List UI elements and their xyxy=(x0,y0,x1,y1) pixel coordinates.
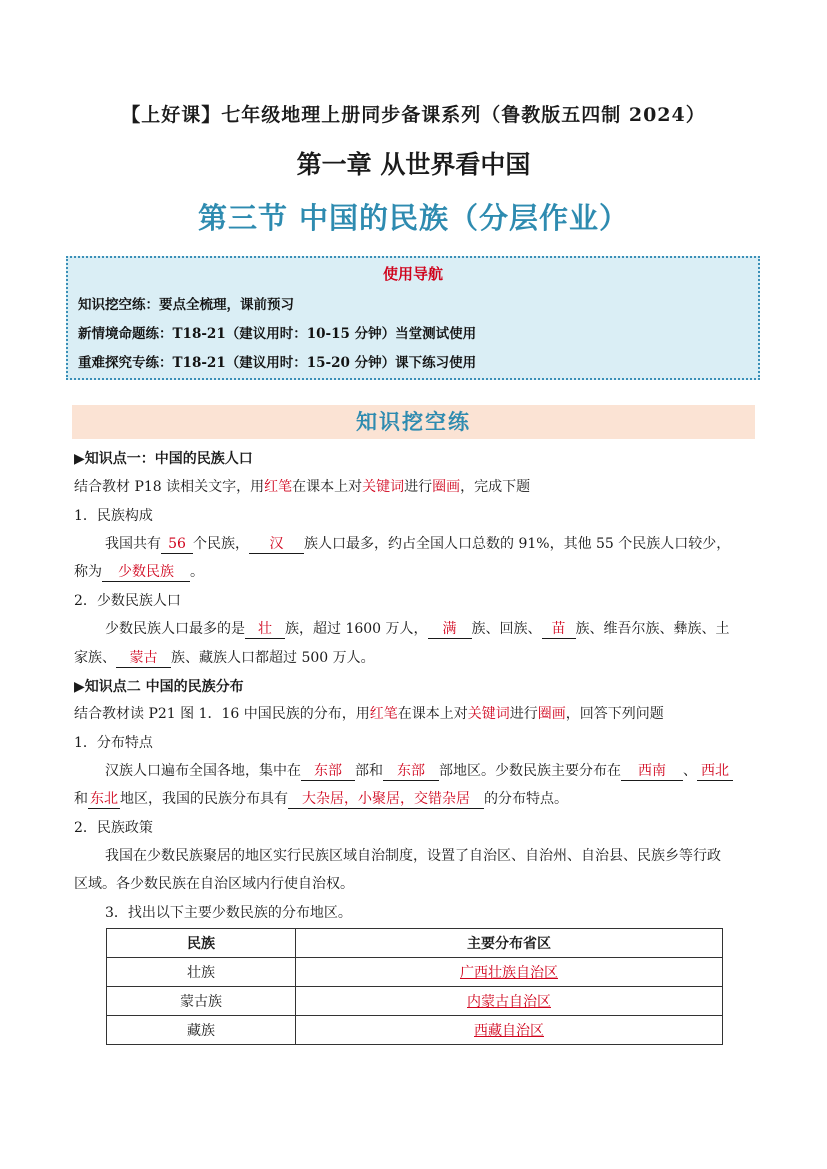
answer-blank: 56 xyxy=(161,536,193,554)
kp1-s2-para1 xyxy=(105,618,730,639)
text: 族、藏族人口都超过 500 万人。 xyxy=(171,650,375,666)
text: 个民族， xyxy=(193,536,249,552)
text: 族、回族、 xyxy=(471,621,542,637)
kp1-red-pen: 红笔 xyxy=(264,479,293,495)
series-title: 【上好课】七年级地理上册同步备课系列（鲁教版五四制 2024） xyxy=(121,104,706,126)
kp2-s1-para1 xyxy=(105,760,733,781)
kp1-intro-text: ，完成下题 xyxy=(460,479,531,495)
kp2-s1-para2 xyxy=(74,788,568,809)
answer-blank: 东部 xyxy=(383,763,439,781)
answer-blank: 西南 xyxy=(621,763,683,781)
knowledge-fill-banner: 知识挖空练 xyxy=(72,405,755,439)
table-cell-ethnic: 藏族 xyxy=(107,1016,296,1045)
kp1-s1-title: 1．民族构成 xyxy=(74,508,153,524)
kp2-s2-title: 2．民族政策 xyxy=(74,820,153,836)
answer-blank: 西北 xyxy=(697,763,733,781)
kp2-title: ▶知识点二 中国的民族分布 xyxy=(74,679,244,695)
guide-line-2: 新情境命题练：T18-21（建议用时：10-15 分钟）当堂测试使用 xyxy=(78,326,477,342)
table-cell-ethnic: 蒙古族 xyxy=(107,987,296,1016)
guide-line-3: 重难探究专练：T18-21（建议用时：15-20 分钟）课下练习使用 xyxy=(78,355,477,371)
table-cell-region xyxy=(296,987,723,1016)
kp2-keyword: 关键词 xyxy=(467,706,510,722)
text: 称为 xyxy=(74,564,102,580)
ethnic-distribution-table xyxy=(106,928,723,1045)
table-cell-region xyxy=(296,958,723,987)
kp2-intro-text: 进行 xyxy=(509,706,538,722)
kp1-s1-para2 xyxy=(74,561,204,582)
kp1-s2-para2 xyxy=(74,647,375,668)
kp2-intro xyxy=(74,703,664,723)
kp1-circle: 圈画 xyxy=(432,479,461,495)
kp2-red-pen: 红笔 xyxy=(369,706,398,722)
kp2-s1-title: 1．分布特点 xyxy=(74,735,153,751)
text: 族、维吾尔族、彝族、土 xyxy=(575,621,730,637)
text: 汉族人口遍布全国各地，集中在 xyxy=(105,763,301,779)
region-answer: 广西壮族自治区 xyxy=(460,965,558,981)
kp2-intro-text: ，回答下列问题 xyxy=(565,706,664,722)
answer-blank: 少数民族 xyxy=(102,564,190,582)
region-answer: 内蒙古自治区 xyxy=(467,994,551,1010)
kp2-s2-para1: 我国在少数民族聚居的地区实行民族区域自治制度，设置了自治区、自治州、自治县、民族乡等行政 xyxy=(105,848,721,864)
text: 、 xyxy=(683,763,697,779)
kp2-intro-text: 在课本上对 xyxy=(397,706,468,722)
answer-blank: 满 xyxy=(428,621,472,639)
table-header-ethnic: 民族 xyxy=(107,929,296,958)
table-row xyxy=(107,958,723,987)
table-row xyxy=(107,1016,723,1045)
text: 。 xyxy=(190,564,204,580)
table-header-region: 主要分布省区 xyxy=(296,929,723,958)
text: 我国共有 xyxy=(105,536,161,552)
guide-line-1: 知识挖空练：要点全梳理，课前预习 xyxy=(78,297,294,313)
text: 家族、 xyxy=(74,650,116,666)
kp2-s3-title: 3．找出以下主要少数民族的分布地区。 xyxy=(105,905,352,921)
text: 部地区。少数民族主要分布在 xyxy=(439,763,621,779)
kp2-intro-text: 结合教材读 P21 图 1．16 中国民族的分布，用 xyxy=(74,706,370,722)
text: 和 xyxy=(74,791,88,807)
answer-blank: 东部 xyxy=(301,763,355,781)
answer-blank: 东北 xyxy=(90,791,118,807)
table-cell-region xyxy=(296,1016,723,1045)
kp1-intro-text: 在课本上对 xyxy=(292,479,363,495)
kp2-s2-para2: 区域。各少数民族在自治区域内行使自治权。 xyxy=(74,876,354,892)
kp1-intro-text: 结合教材 P18 读相关文字，用 xyxy=(74,479,265,495)
kp1-keyword: 关键词 xyxy=(362,479,405,495)
region-answer: 西藏自治区 xyxy=(474,1023,544,1039)
kp1-s2-title: 2．少数民族人口 xyxy=(74,593,181,609)
answer-blank: 壮 xyxy=(245,621,285,639)
answer-blank: 蒙古 xyxy=(116,650,171,668)
text: 的分布特点。 xyxy=(484,791,568,807)
usage-guide-title: 使用导航 xyxy=(382,265,443,283)
answer-blank: 大杂居，小聚居，交错杂居 xyxy=(288,791,484,809)
text: 地区，我国的民族分布具有 xyxy=(120,791,288,807)
answer-blank: 苗 xyxy=(542,621,576,639)
answer-blank: 汉 xyxy=(249,536,304,554)
section-title: 第三节 中国的民族（分层作业） xyxy=(197,201,630,235)
kp2-circle: 圈画 xyxy=(537,706,566,722)
table-header-row xyxy=(107,929,723,958)
table-cell-ethnic: 壮族 xyxy=(107,958,296,987)
text: 部和 xyxy=(355,763,383,779)
usage-guide-box xyxy=(66,256,760,380)
kp1-intro xyxy=(74,476,530,496)
table-row xyxy=(107,987,723,1016)
text: 少数民族人口最多的是 xyxy=(105,621,245,637)
kp1-s1-para1 xyxy=(105,533,730,554)
kp1-intro-text: 进行 xyxy=(404,479,433,495)
text: 族，超过 1600 万人， xyxy=(285,621,428,637)
kp1-title: ▶知识点一：中国的民族人口 xyxy=(74,451,253,467)
text: 族人口最多，约占全国人口总数的 91%，其他 55 个民族人口较少， xyxy=(304,536,731,552)
chapter-title: 第一章 从世界看中国 xyxy=(296,150,531,179)
